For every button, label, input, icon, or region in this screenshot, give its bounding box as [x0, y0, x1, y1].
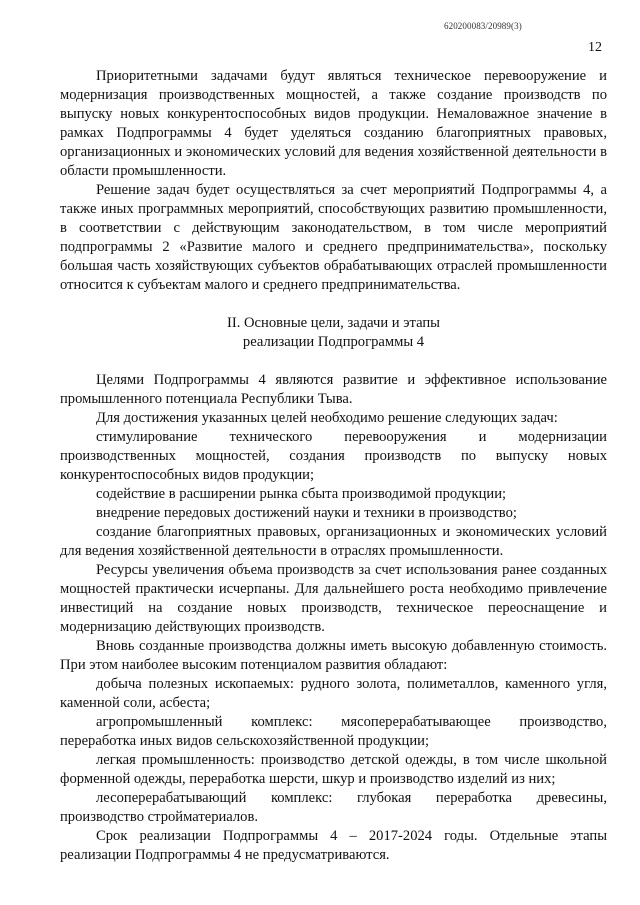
paragraph: добыча полезных ископаемых: рудного золота, полиметаллов, каменного угля, каменной соли, асбеста; — [60, 676, 607, 711]
paragraph: агропромышленный комплекс: мясоперерабатывающее производство, переработка иных видов сельскохозяйственной продукции; — [60, 714, 607, 749]
paragraph: лесоперерабатывающий комплекс: глубокая переработка древесины, производство стройматериалов. — [60, 790, 607, 825]
paragraph: Ресурсы увеличения объема производств за счет использования ранее созданных мощностей практически исчерпаны. Для дальнейшего роста необходимо привлечение инвестиций на создание новых производств, техническое переоснащение и модернизацию действующих производств. — [60, 562, 607, 635]
section-heading — [60, 314, 607, 352]
paragraph: Срок реализации Подпрограммы 4 – 2017-2024 годы. Отдельные этапы реализации Подпрограммы 4 не предусматриваются. — [60, 828, 607, 863]
paragraph: Решение задач будет осуществляться за счет мероприятий Подпрограммы 4, а также иных программных мероприятий, способствующих развитию промышленности, в соответствии с действующим законодательством, в том числе мероприятий подпрограммы 2 «Развитие малого и среднего предпринимательства», поскольку большая часть хозяйствующих субъектов обрабатывающих отраслей промышленности относится к субъектам малого и среднего предпринимательства. — [60, 182, 607, 293]
paragraph: Приоритетными задачами будут являться техническое перевооружение и модернизация производственных мощностей, а также создание производств по выпуску новых конкурентоспособных видов продукции. Немаловажное значение в рамках Подпрограммы 4 будет уделяться созданию благоприятных правовых, организационных и экономических условий для ведения хозяйственной деятельности в области промышленности. — [60, 68, 607, 179]
paragraph: внедрение передовых достижений науки и техники в производство; — [96, 505, 517, 521]
paragraph: стимулирование технического перевооружения и модернизации производственных мощностей, создания производств по выпуску новых конкурентоспособных видов продукции; — [60, 429, 607, 483]
paragraph: Вновь созданные производства должны иметь высокую добавленную стоимость. При этом наиболее высоким потенциалом развития обладают: — [60, 638, 607, 673]
document-body — [60, 67, 607, 865]
paragraph: Целями Подпрограммы 4 являются развитие и эффективное использование промышленного потенциала Республики Тыва. — [60, 372, 607, 407]
paragraph: содействие в расширении рынка сбыта производимой продукции; — [96, 486, 507, 502]
paragraph: создание благоприятных правовых, организационных и экономических условий для ведения хозяйственной деятельности в отраслях промышленности. — [60, 524, 607, 559]
section-heading-line: реализации Подпрограммы 4 — [242, 334, 425, 350]
paragraph: легкая промышленность: производство детской одежды, в том числе школьной форменной одежды, переработка шерсти, шкур и производство изделий из них; — [60, 752, 607, 787]
paragraph: Для достижения указанных целей необходимо решение следующих задач: — [96, 410, 558, 426]
document-id: 620200083/20989(3) — [444, 21, 522, 31]
section-heading-line: II. Основные цели, задачи и этапы — [227, 315, 440, 331]
page-number: 12 — [588, 40, 602, 55]
